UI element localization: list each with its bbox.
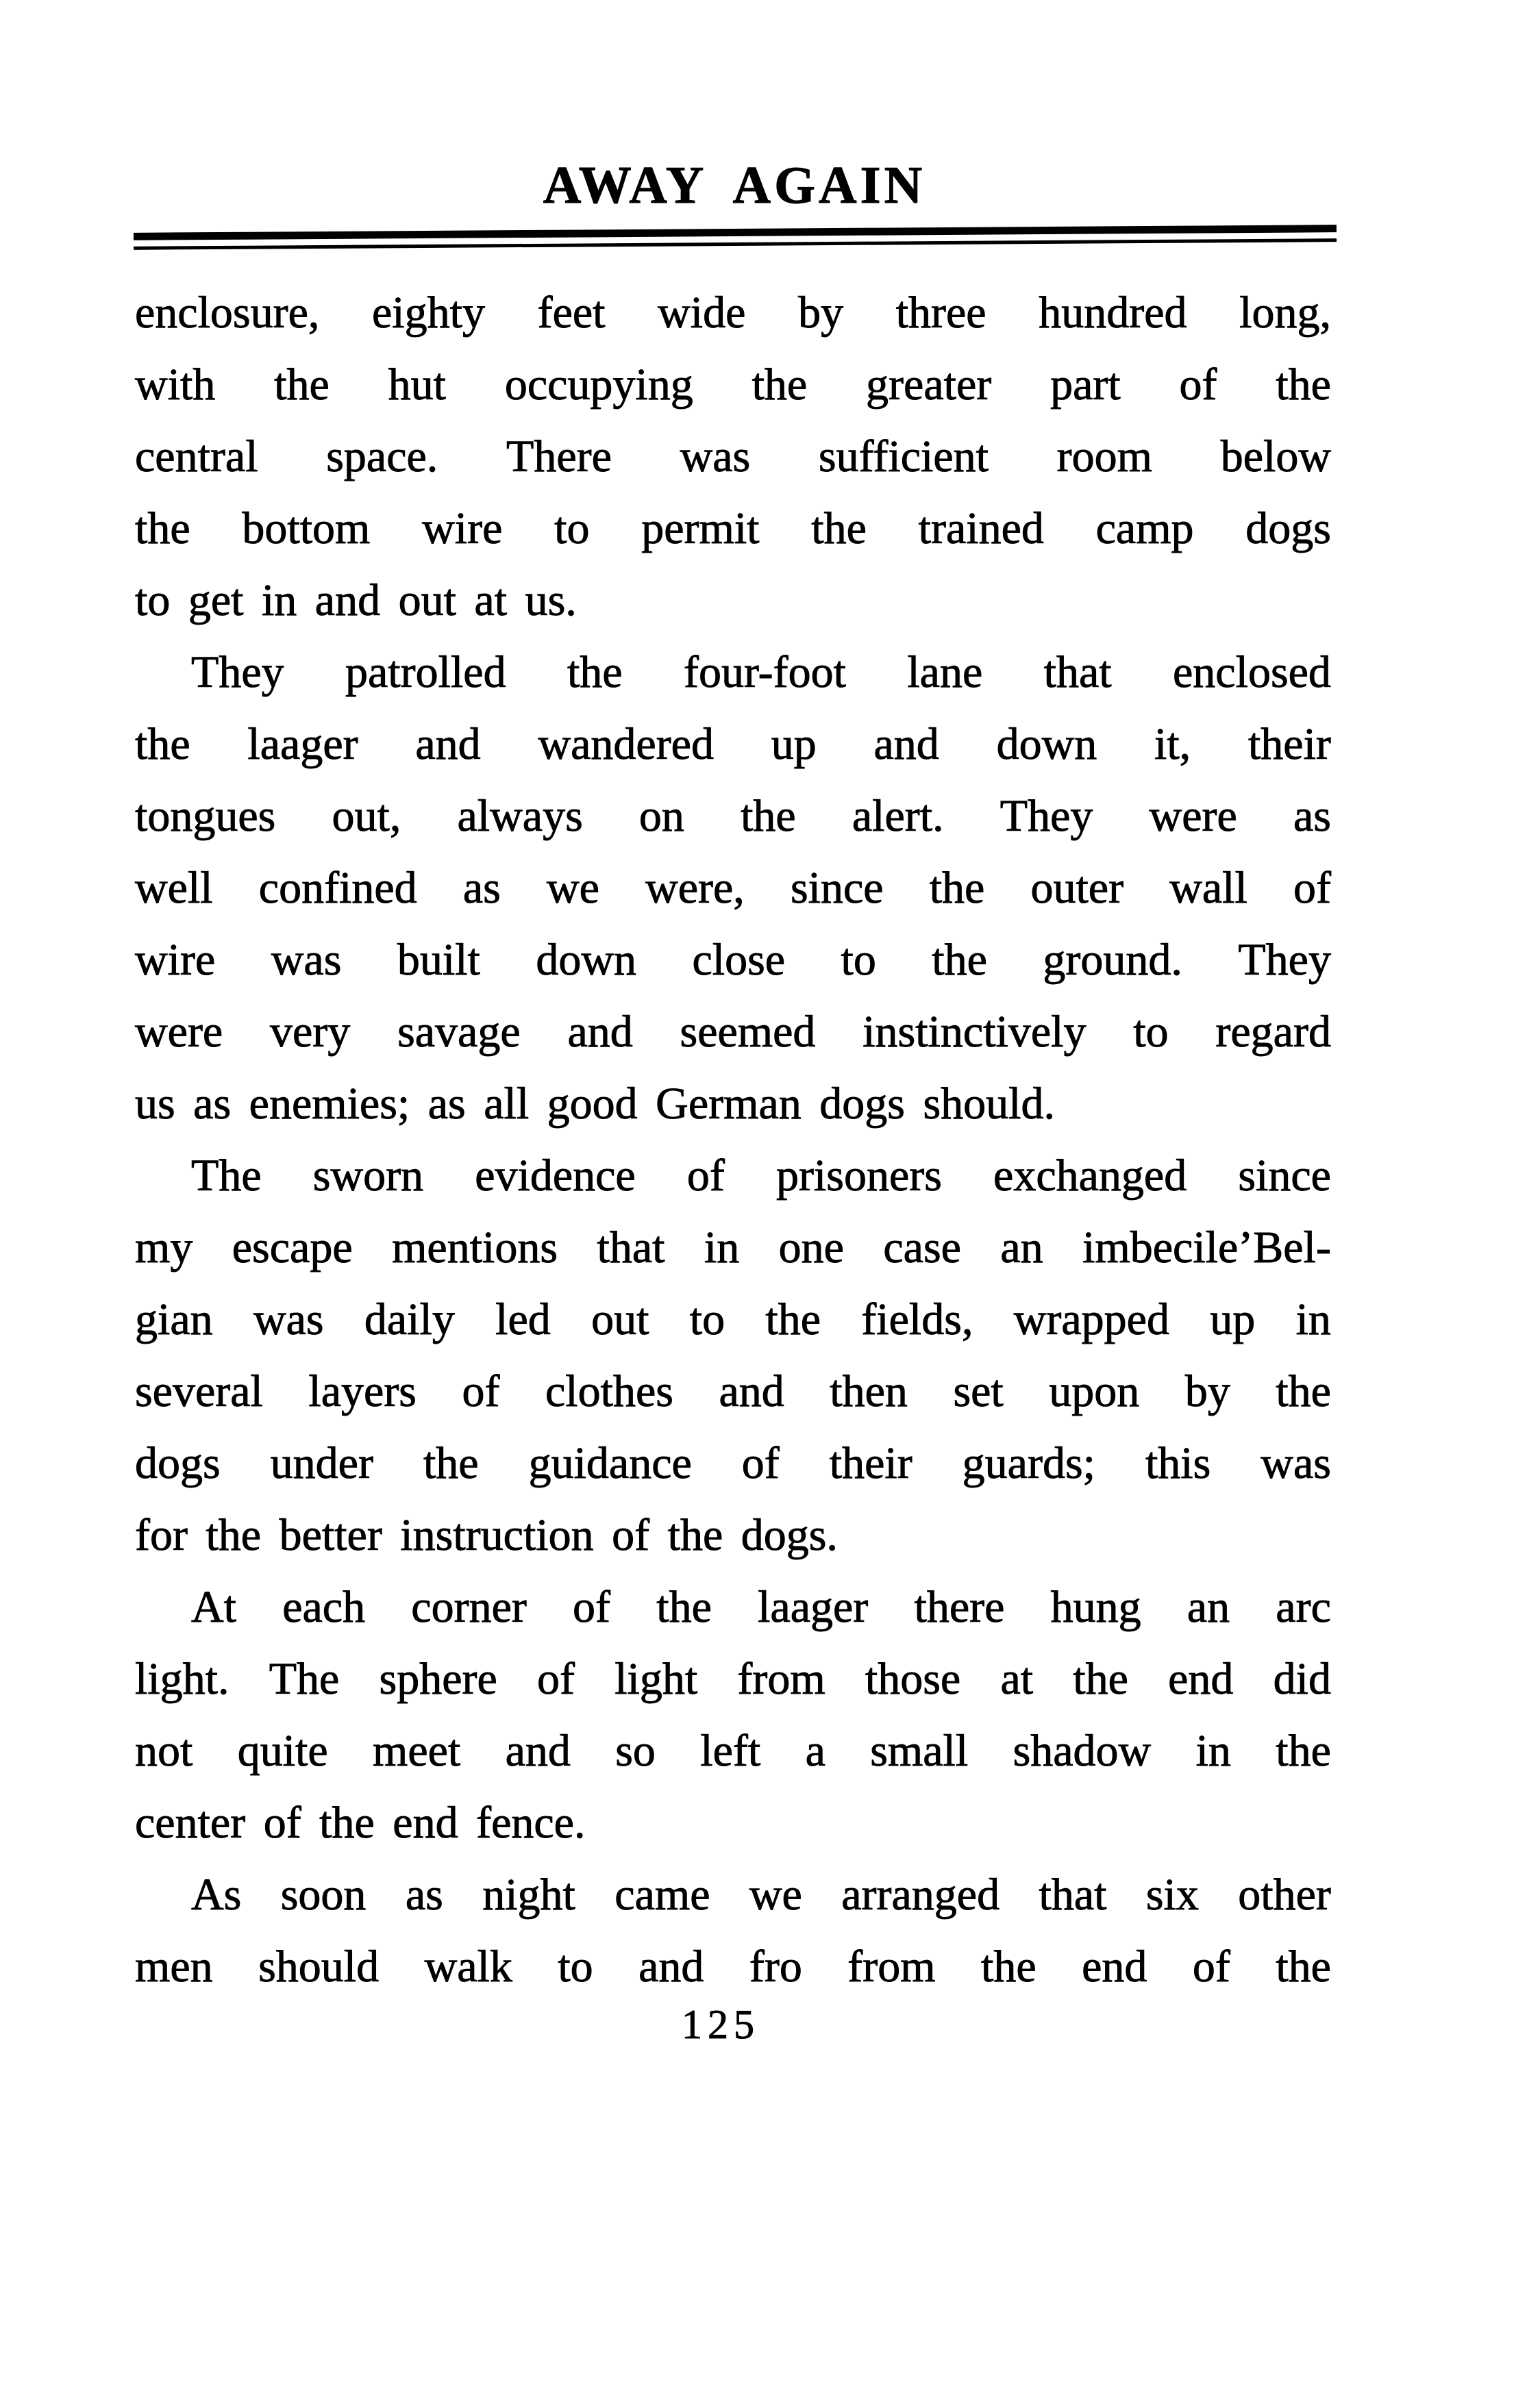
word: always bbox=[457, 791, 583, 841]
word: guidance bbox=[528, 1438, 692, 1488]
word: light. bbox=[135, 1654, 229, 1704]
word: out, bbox=[332, 791, 401, 841]
word: an bbox=[1000, 1222, 1043, 1272]
word: the bbox=[567, 647, 623, 697]
word: other bbox=[1238, 1870, 1331, 1920]
word: They bbox=[191, 647, 284, 697]
word: did bbox=[1273, 1654, 1331, 1704]
word: the bbox=[1276, 1366, 1331, 1416]
text-line: to get in and out at us. bbox=[135, 575, 577, 625]
word: of bbox=[741, 1438, 780, 1488]
word: their bbox=[829, 1438, 912, 1488]
running-header: AWAY AGAIN bbox=[543, 155, 926, 214]
text-line bbox=[135, 1859, 1331, 1931]
text-line: center of the end fence. bbox=[135, 1798, 586, 1848]
word: wrapped bbox=[1013, 1294, 1169, 1344]
text-line bbox=[135, 1571, 1331, 1643]
word: should bbox=[258, 1942, 380, 1992]
word: was bbox=[1260, 1438, 1331, 1488]
word: dogs bbox=[1245, 503, 1331, 553]
word: They bbox=[999, 791, 1093, 841]
word: the bbox=[656, 1582, 712, 1632]
word: those bbox=[865, 1654, 961, 1704]
word: under bbox=[270, 1438, 373, 1488]
word: outer bbox=[1030, 863, 1124, 913]
word: were bbox=[135, 1007, 223, 1057]
word: in bbox=[1295, 1294, 1331, 1344]
word: six bbox=[1145, 1870, 1199, 1920]
word: central bbox=[135, 431, 258, 481]
word: four-foot bbox=[684, 647, 846, 697]
word: the bbox=[1073, 1654, 1128, 1704]
word: of bbox=[573, 1582, 611, 1632]
word: the bbox=[135, 503, 190, 553]
text-line bbox=[135, 708, 1331, 780]
word: imbecile’Bel- bbox=[1082, 1222, 1331, 1272]
word: and bbox=[719, 1366, 784, 1416]
word: layers bbox=[308, 1366, 417, 1416]
word: corner bbox=[411, 1582, 527, 1632]
word: of bbox=[537, 1654, 575, 1704]
word: hung bbox=[1050, 1582, 1141, 1632]
text-line bbox=[135, 1283, 1331, 1355]
word: The bbox=[191, 1151, 262, 1201]
word: regard bbox=[1215, 1007, 1331, 1057]
word: case bbox=[883, 1222, 961, 1272]
word: exchanged bbox=[993, 1151, 1187, 1201]
word: as bbox=[462, 863, 501, 913]
word: feet bbox=[537, 288, 606, 338]
word: gian bbox=[135, 1294, 213, 1344]
text-line: us as enemies; as all good German dogs should. bbox=[135, 1079, 1055, 1129]
word: mentions bbox=[392, 1222, 558, 1272]
word: sworn bbox=[312, 1151, 424, 1201]
word: savage bbox=[397, 1007, 521, 1057]
word: to bbox=[554, 503, 590, 553]
word: At bbox=[191, 1582, 236, 1632]
word: close bbox=[692, 935, 786, 985]
word: There bbox=[506, 431, 612, 481]
text-line bbox=[135, 780, 1331, 852]
word: their bbox=[1247, 719, 1331, 769]
word: with bbox=[135, 360, 216, 410]
text-line bbox=[135, 1355, 1331, 1427]
word: They bbox=[1238, 935, 1331, 985]
rule-thin-line bbox=[134, 238, 1337, 250]
word: then bbox=[830, 1366, 908, 1416]
word: there bbox=[914, 1582, 1005, 1632]
word: the bbox=[752, 360, 808, 410]
word: permit bbox=[641, 503, 760, 553]
word: wandered bbox=[538, 719, 714, 769]
word: not bbox=[135, 1726, 193, 1776]
word: was bbox=[253, 1294, 324, 1344]
word: As bbox=[191, 1870, 242, 1920]
word: meet bbox=[373, 1726, 461, 1776]
word: by bbox=[1184, 1366, 1230, 1416]
word: walk bbox=[424, 1942, 512, 1992]
word: so bbox=[615, 1726, 656, 1776]
word: evidence bbox=[475, 1151, 636, 1201]
word: to bbox=[689, 1294, 725, 1344]
rule-thick-line bbox=[134, 225, 1337, 240]
word: end bbox=[1082, 1942, 1147, 1992]
word: dogs bbox=[135, 1438, 221, 1488]
text-line bbox=[135, 277, 1331, 349]
word: bottom bbox=[242, 503, 371, 553]
word: greater bbox=[866, 360, 992, 410]
word: in bbox=[1195, 1726, 1231, 1776]
word: a bbox=[805, 1726, 825, 1776]
word: seemed bbox=[680, 1007, 816, 1057]
word: trained bbox=[918, 503, 1044, 553]
word: room bbox=[1056, 431, 1152, 481]
word: wall bbox=[1169, 863, 1247, 913]
word: and bbox=[415, 719, 481, 769]
word: at bbox=[1000, 1654, 1034, 1704]
word: camp bbox=[1095, 503, 1194, 553]
word: laager bbox=[247, 719, 358, 769]
word: and bbox=[505, 1726, 571, 1776]
word: fro bbox=[749, 1942, 802, 1992]
text-line bbox=[135, 1140, 1331, 1212]
word: an bbox=[1187, 1582, 1230, 1632]
word: ground. bbox=[1043, 935, 1182, 985]
word: very bbox=[270, 1007, 351, 1057]
word: several bbox=[135, 1366, 263, 1416]
word: the bbox=[1276, 1726, 1331, 1776]
word: in bbox=[704, 1222, 740, 1272]
word: sufficient bbox=[818, 431, 989, 481]
word: hundred bbox=[1039, 288, 1187, 338]
word: that bbox=[597, 1222, 665, 1272]
word: the bbox=[811, 503, 867, 553]
word: down bbox=[996, 719, 1097, 769]
word: upon bbox=[1049, 1366, 1140, 1416]
word: wide bbox=[658, 288, 746, 338]
header-double-rule bbox=[134, 225, 1337, 250]
word: eighty bbox=[372, 288, 485, 338]
word: laager bbox=[758, 1582, 869, 1632]
word: the bbox=[765, 1294, 821, 1344]
word: the bbox=[741, 791, 796, 841]
word: tongues bbox=[135, 791, 276, 841]
word: lane bbox=[907, 647, 983, 697]
word: to bbox=[1133, 1007, 1169, 1057]
text-line bbox=[135, 349, 1331, 421]
word: of bbox=[1192, 1942, 1230, 1992]
word: left bbox=[700, 1726, 761, 1776]
word: to bbox=[841, 935, 876, 985]
text-line bbox=[135, 1715, 1331, 1787]
word: guards; bbox=[962, 1438, 1095, 1488]
word: built bbox=[397, 935, 480, 985]
word: of bbox=[462, 1366, 500, 1416]
page-number: 125 bbox=[682, 2002, 760, 2047]
word: were bbox=[1149, 791, 1237, 841]
word: led bbox=[495, 1294, 551, 1344]
word: fields, bbox=[861, 1294, 973, 1344]
word: as bbox=[1293, 791, 1331, 841]
word: the bbox=[423, 1438, 479, 1488]
word: from bbox=[737, 1654, 825, 1704]
word: since bbox=[790, 863, 884, 913]
word: came bbox=[614, 1870, 710, 1920]
word: out bbox=[591, 1294, 649, 1344]
word: patrolled bbox=[345, 647, 506, 697]
word: to bbox=[558, 1942, 593, 1992]
word: and bbox=[638, 1942, 704, 1992]
word: the bbox=[274, 360, 330, 410]
text-line bbox=[135, 421, 1331, 492]
text-line: for the better instruction of the dogs. bbox=[135, 1510, 838, 1560]
word: space. bbox=[326, 431, 438, 481]
word: well bbox=[135, 863, 213, 913]
word: sphere bbox=[379, 1654, 497, 1704]
text-line bbox=[135, 1427, 1331, 1499]
word: end bbox=[1168, 1654, 1234, 1704]
word: of bbox=[1179, 360, 1217, 410]
word: the bbox=[135, 719, 190, 769]
word: was bbox=[680, 431, 751, 481]
word: were, bbox=[645, 863, 745, 913]
word: we bbox=[546, 863, 599, 913]
text-line bbox=[135, 492, 1331, 564]
word: arranged bbox=[841, 1870, 1000, 1920]
word: the bbox=[1276, 1942, 1331, 1992]
word: from bbox=[847, 1942, 936, 1992]
word: arc bbox=[1276, 1582, 1331, 1632]
word: we bbox=[749, 1870, 802, 1920]
word: this bbox=[1145, 1438, 1211, 1488]
word: night bbox=[482, 1870, 575, 1920]
word: men bbox=[135, 1942, 213, 1992]
text-line bbox=[135, 1931, 1331, 2003]
word: small bbox=[870, 1726, 969, 1776]
text-line bbox=[135, 1212, 1331, 1283]
word: soon bbox=[280, 1870, 367, 1920]
text-line bbox=[135, 996, 1331, 1068]
word: that bbox=[1043, 647, 1112, 697]
word: as bbox=[405, 1870, 443, 1920]
word: long, bbox=[1239, 288, 1331, 338]
word: and bbox=[873, 719, 939, 769]
word: of bbox=[1293, 863, 1331, 913]
word: each bbox=[282, 1582, 366, 1632]
word: wire bbox=[135, 935, 216, 985]
word: enclosure, bbox=[135, 288, 320, 338]
word: the bbox=[929, 863, 985, 913]
word: set bbox=[953, 1366, 1004, 1416]
text-line bbox=[135, 636, 1331, 708]
word: down bbox=[536, 935, 636, 985]
word: on bbox=[638, 791, 684, 841]
word: the bbox=[981, 1942, 1036, 1992]
word: three bbox=[895, 288, 986, 338]
word: since bbox=[1238, 1151, 1331, 1201]
word: quite bbox=[237, 1726, 328, 1776]
word: confined bbox=[258, 863, 417, 913]
body-text bbox=[135, 277, 1331, 2003]
word: hut bbox=[388, 360, 446, 410]
word: clothes bbox=[545, 1366, 673, 1416]
word: by bbox=[798, 288, 844, 338]
word: and bbox=[567, 1007, 633, 1057]
word: the bbox=[1276, 360, 1331, 410]
word: my bbox=[135, 1222, 193, 1272]
word: daily bbox=[364, 1294, 455, 1344]
word: prisoners bbox=[775, 1151, 942, 1201]
word: up bbox=[771, 719, 817, 769]
word: alert. bbox=[852, 791, 944, 841]
word: light bbox=[614, 1654, 698, 1704]
text-line bbox=[135, 924, 1331, 996]
word: below bbox=[1220, 431, 1331, 481]
word: that bbox=[1039, 1870, 1107, 1920]
word: one bbox=[778, 1222, 844, 1272]
text-line bbox=[135, 852, 1331, 924]
word: wire bbox=[422, 503, 503, 553]
word: up bbox=[1210, 1294, 1256, 1344]
word: it, bbox=[1154, 719, 1191, 769]
word: was bbox=[271, 935, 342, 985]
word: occupying bbox=[504, 360, 693, 410]
word: enclosed bbox=[1173, 647, 1331, 697]
word: shadow bbox=[1013, 1726, 1152, 1776]
word: escape bbox=[232, 1222, 353, 1272]
word: The bbox=[269, 1654, 340, 1704]
word: instinctively bbox=[862, 1007, 1086, 1057]
word: part bbox=[1050, 360, 1121, 410]
text-line bbox=[135, 1643, 1331, 1715]
word: of bbox=[686, 1151, 725, 1201]
word: the bbox=[932, 935, 987, 985]
